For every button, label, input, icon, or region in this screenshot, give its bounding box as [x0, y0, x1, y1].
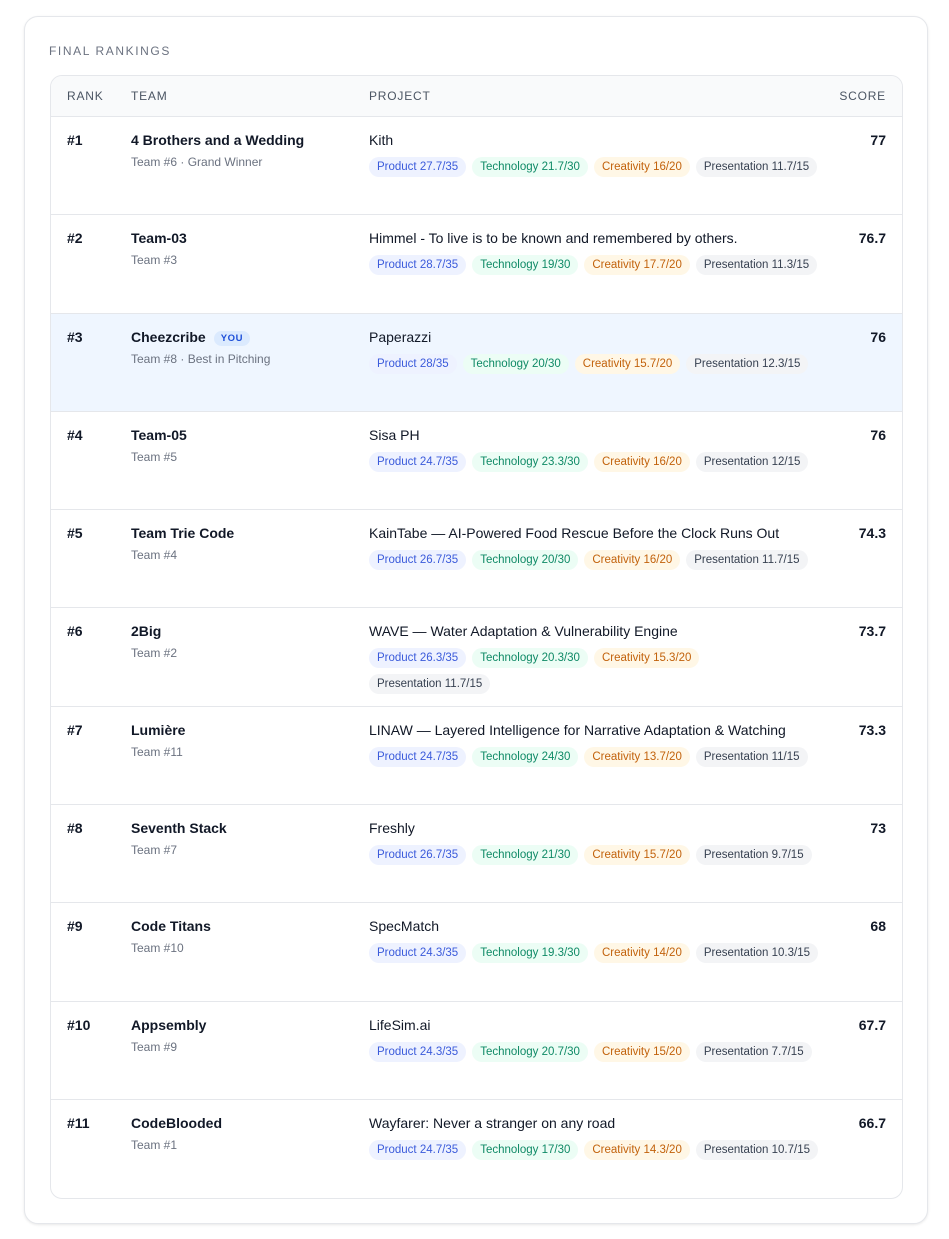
product-score-chip: Product 24.3/35 — [369, 943, 466, 963]
project-name: KainTabe — AI-Powered Food Rescue Before the Clock Runs Out — [369, 525, 780, 542]
team-subtitle: Team #2 — [131, 646, 178, 661]
rank-cell: #6 — [67, 623, 83, 640]
technology-score-chip: Technology 19.3/30 — [472, 943, 588, 963]
team-name: Team Trie Code — [131, 525, 235, 542]
presentation-score-chip: Presentation 11.3/15 — [696, 255, 817, 275]
team-subtitle: Team #8 · Best in Pitching — [131, 351, 271, 366]
technology-score-chip: Technology 23.3/30 — [472, 452, 588, 472]
score-breakdown — [369, 1042, 829, 1068]
total-score: 74.3 — [858, 525, 886, 542]
score-breakdown — [369, 943, 829, 969]
table-row[interactable] — [51, 903, 902, 1001]
project-name: Himmel - To live is to be known and remembered by others. — [369, 230, 738, 247]
table-body — [51, 117, 902, 1198]
creativity-score-chip: Creativity 14.3/20 — [584, 1140, 690, 1160]
rank-cell: #11 — [67, 1114, 90, 1131]
team-cell — [131, 722, 361, 759]
score-breakdown — [369, 452, 829, 478]
presentation-score-chip: Presentation 12/15 — [696, 452, 809, 472]
team-name: 4 Brothers and a Wedding — [131, 132, 305, 148]
project-cell — [369, 1017, 829, 1068]
creativity-score-chip: Creativity 13.7/20 — [584, 747, 690, 767]
creativity-score-chip: Creativity 15.7/20 — [575, 354, 681, 374]
column-header-team: TEAM — [131, 89, 168, 103]
technology-score-chip: Technology 21/30 — [472, 845, 578, 865]
team-cell — [131, 1115, 361, 1152]
score-breakdown — [369, 157, 829, 183]
table-row[interactable] — [51, 117, 902, 215]
presentation-score-chip: Presentation 11.7/15 — [369, 674, 490, 694]
project-name: LINAW — Layered Intelligence for Narrative Adaptation & Watching — [369, 721, 786, 738]
rank-cell: #8 — [67, 820, 83, 837]
creativity-score-chip: Creativity 16/20 — [594, 452, 690, 472]
rank-cell: #1 — [67, 132, 83, 148]
team-name: Seventh Stack — [131, 820, 227, 837]
technology-score-chip: Technology 20.7/30 — [472, 1042, 588, 1062]
rank-cell: #5 — [67, 525, 83, 542]
table-row[interactable] — [51, 1100, 902, 1198]
project-cell — [369, 623, 829, 700]
rankings-table — [50, 75, 903, 1199]
product-score-chip: Product 24.7/35 — [369, 1140, 466, 1160]
project-cell — [369, 918, 829, 969]
creativity-score-chip: Creativity 15.3/20 — [594, 648, 700, 668]
project-cell — [369, 1115, 829, 1166]
rank-cell: #4 — [67, 426, 83, 443]
team-name: Lumière — [131, 721, 186, 738]
score-breakdown — [369, 747, 829, 773]
rankings-card — [24, 16, 928, 1224]
rank-cell: #2 — [67, 230, 83, 247]
presentation-score-chip: Presentation 9.7/15 — [696, 845, 812, 865]
presentation-score-chip: Presentation 11/15 — [696, 747, 808, 767]
team-subtitle: Team #6 · Grand Winner — [131, 155, 263, 169]
team-subtitle: Team #10 — [131, 941, 184, 956]
technology-score-chip: Technology 20/30 — [463, 354, 569, 374]
team-cell — [131, 427, 361, 464]
project-name: Kith — [369, 132, 394, 148]
presentation-score-chip: Presentation 11.7/15 — [696, 157, 817, 177]
table-header — [51, 76, 902, 117]
technology-score-chip: Technology 17/30 — [472, 1140, 578, 1160]
rank-cell: #10 — [67, 1016, 91, 1033]
section-title: FINAL RANKINGS — [49, 44, 171, 58]
score-breakdown — [369, 255, 829, 281]
technology-score-chip: Technology 19/30 — [472, 255, 578, 275]
team-cell — [131, 623, 361, 660]
team-name: 2Big — [131, 623, 162, 640]
column-header-rank: RANK — [67, 89, 104, 103]
technology-score-chip: Technology 21.7/30 — [472, 157, 588, 177]
team-subtitle: Team #4 — [131, 548, 178, 563]
presentation-score-chip: Presentation 11.7/15 — [686, 550, 807, 570]
project-name: LifeSim.ai — [369, 1016, 431, 1033]
product-score-chip: Product 26.7/35 — [369, 845, 466, 865]
column-header-score: SCORE — [839, 89, 886, 103]
team-subtitle: Team #5 — [131, 449, 178, 464]
team-subtitle: Team #9 — [131, 1039, 178, 1054]
score-breakdown — [369, 1140, 829, 1166]
table-row[interactable] — [51, 608, 902, 706]
team-name: Team-05 — [131, 426, 187, 443]
creativity-score-chip: Creativity 15/20 — [594, 1042, 690, 1062]
team-name: Appsembly — [131, 1016, 207, 1033]
table-row[interactable] — [51, 510, 902, 608]
team-name: Team-03 — [131, 230, 187, 247]
rank-cell: #3 — [67, 328, 83, 345]
creativity-score-chip: Creativity 14/20 — [594, 943, 690, 963]
team-subtitle: Team #7 — [131, 843, 178, 858]
team-cell — [131, 132, 361, 169]
project-name: Paperazzi — [369, 328, 432, 345]
total-score: 76 — [870, 328, 886, 345]
presentation-score-chip: Presentation 7.7/15 — [696, 1042, 812, 1062]
total-score: 67.7 — [858, 1016, 886, 1033]
table-row[interactable] — [51, 314, 902, 412]
total-score: 76.7 — [858, 230, 886, 247]
project-name: SpecMatch — [369, 918, 440, 935]
product-score-chip: Product 26.7/35 — [369, 550, 466, 570]
technology-score-chip: Technology 20.3/30 — [472, 648, 588, 668]
project-cell — [369, 820, 829, 871]
creativity-score-chip: Creativity 16/20 — [594, 157, 690, 177]
product-score-chip: Product 27.7/35 — [369, 157, 466, 177]
team-cell — [131, 329, 361, 366]
team-name: CodeBlooded — [131, 1114, 222, 1131]
team-cell — [131, 918, 361, 955]
total-score: 77 — [870, 132, 886, 148]
product-score-chip: Product 24.3/35 — [369, 1042, 466, 1062]
team-cell — [131, 820, 361, 857]
rank-cell: #7 — [67, 721, 83, 738]
team-name: Cheezcribe — [131, 328, 206, 345]
team-cell — [131, 525, 361, 562]
project-cell — [369, 132, 829, 183]
creativity-score-chip: Creativity 16/20 — [584, 550, 680, 570]
product-score-chip: Product 28.7/35 — [369, 255, 466, 275]
total-score: 73.3 — [858, 721, 886, 738]
total-score: 73.7 — [858, 623, 886, 640]
team-cell — [131, 230, 361, 267]
total-score: 66.7 — [858, 1114, 886, 1131]
creativity-score-chip: Creativity 17.7/20 — [584, 255, 690, 275]
table-row[interactable] — [51, 1002, 902, 1100]
presentation-score-chip: Presentation 10.7/15 — [696, 1140, 818, 1160]
team-cell — [131, 1017, 361, 1054]
team-name: Code Titans — [131, 918, 211, 935]
project-cell — [369, 329, 829, 380]
you-badge: YOU — [214, 331, 250, 346]
product-score-chip: Product 24.7/35 — [369, 452, 466, 472]
project-name: Wayfarer: Never a stranger on any road — [369, 1114, 616, 1131]
presentation-score-chip: Presentation 10.3/15 — [696, 943, 818, 963]
project-name: WAVE — Water Adaptation & Vulnerability Engine — [369, 623, 678, 640]
table-row[interactable] — [51, 707, 902, 805]
table-row[interactable] — [51, 805, 902, 903]
score-breakdown — [369, 550, 829, 576]
score-breakdown — [369, 845, 829, 871]
score-breakdown — [369, 648, 829, 700]
team-subtitle: Team #1 — [131, 1137, 178, 1152]
project-cell — [369, 230, 829, 281]
team-subtitle: Team #3 — [131, 253, 178, 268]
creativity-score-chip: Creativity 15.7/20 — [584, 845, 690, 865]
project-cell — [369, 427, 829, 478]
table-row[interactable] — [51, 215, 902, 313]
product-score-chip: Product 26.3/35 — [369, 648, 466, 668]
table-row[interactable] — [51, 412, 902, 510]
product-score-chip: Product 28/35 — [369, 354, 457, 374]
total-score: 73 — [870, 820, 886, 837]
technology-score-chip: Technology 20/30 — [472, 550, 578, 570]
project-cell — [369, 525, 829, 576]
project-name: Sisa PH — [369, 426, 420, 443]
total-score: 68 — [870, 918, 886, 935]
total-score: 76 — [870, 426, 886, 443]
score-breakdown — [369, 354, 829, 380]
project-cell — [369, 722, 829, 773]
product-score-chip: Product 24.7/35 — [369, 747, 466, 767]
technology-score-chip: Technology 24/30 — [472, 747, 578, 767]
presentation-score-chip: Presentation 12.3/15 — [686, 354, 808, 374]
rank-cell: #9 — [67, 918, 83, 935]
project-name: Freshly — [369, 820, 415, 837]
team-subtitle: Team #11 — [131, 744, 183, 759]
column-header-project: PROJECT — [369, 89, 431, 103]
